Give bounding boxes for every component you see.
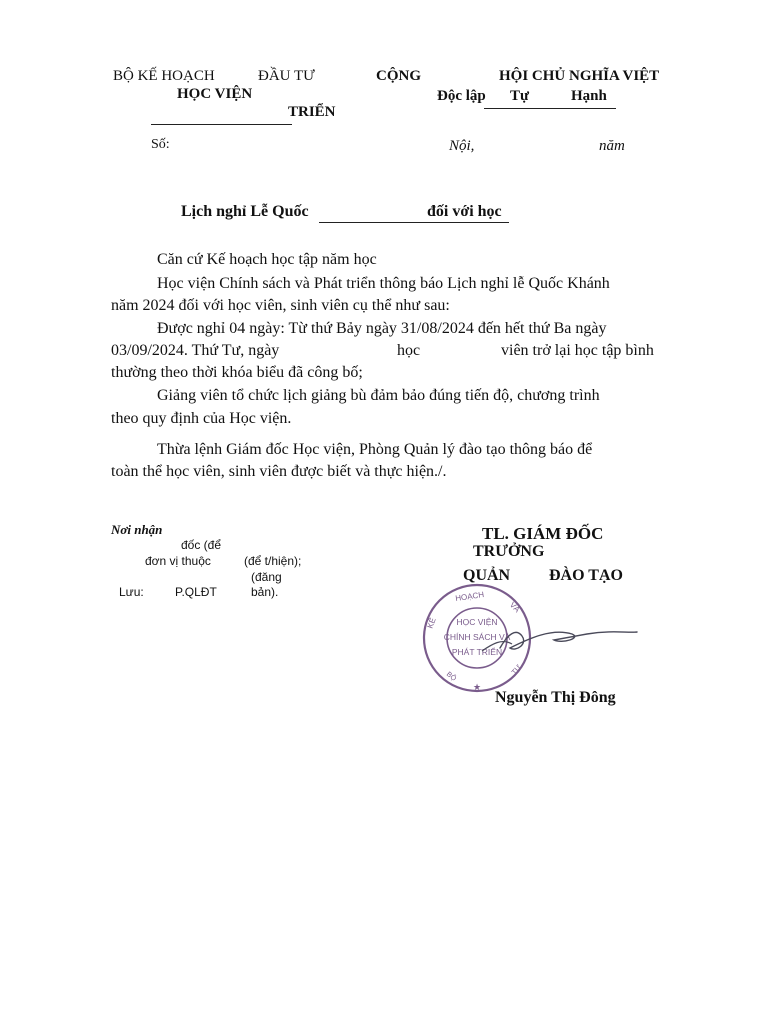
- ministry-name-part1: BỘ KẾ HOẠCH: [113, 68, 215, 84]
- motto-part2: Tự: [510, 88, 530, 104]
- signature-title-line-3a: QUẢN: [463, 567, 511, 584]
- official-seal: [412, 578, 662, 698]
- seal-center-line-3: PHÁT TRIỂN: [451, 647, 503, 657]
- motto-part3: Hạnh: [571, 88, 607, 104]
- body-paragraph-3-line-2c: viên trở lại học tập bình: [501, 342, 654, 359]
- handwritten-signature: [500, 632, 637, 649]
- recipient-3: (để t/hiện);: [244, 554, 302, 568]
- body-paragraph-5-line-1: Thừa lệnh Giám đốc Học viện, Phòng Quản lý đào tạo thông báo để: [157, 441, 593, 458]
- recipient-2: đơn vị thuộc: [145, 554, 211, 568]
- signature-title-line-3b: ĐÀO TẠO: [549, 567, 623, 584]
- seal-center-line-1: HỌC VIỆN: [456, 617, 498, 627]
- ministry-name-part2: ĐẦU TƯ: [258, 68, 315, 84]
- place-label: Nội,: [449, 138, 475, 154]
- signer-name: Nguyễn Thị Đông: [495, 689, 616, 706]
- signature-title-line-2: TRƯỞNG: [473, 543, 545, 560]
- recipients-heading: Nơi nhận: [111, 522, 163, 537]
- institute-name-cont: TRIỂN: [288, 104, 336, 120]
- seal-bottom-right-text: TƯ: [510, 663, 523, 677]
- recipient-archive-label: Lưu:: [119, 585, 144, 599]
- institute-name: HỌC VIỆN: [177, 86, 253, 102]
- recipient-4: (đăng: [251, 570, 282, 584]
- body-paragraph-3-line-1: Được nghỉ 04 ngày: Từ thứ Bảy ngày 31/08/2024 đến hết thứ Ba ngày: [157, 320, 607, 337]
- body-paragraph-2-line-2: năm 2024 đối với học viên, sinh viên cụ thể như sau:: [111, 297, 450, 314]
- title-underline: [319, 222, 509, 223]
- year-label: năm: [599, 138, 625, 154]
- body-paragraph-3-line-2a: 03/09/2024. Thứ Tư, ngày: [111, 342, 280, 359]
- seal-top-text: HOẠCH: [454, 590, 485, 603]
- republic-name-part2: HỘI CHỦ NGHĨA VIỆT: [499, 68, 660, 84]
- body-paragraph-2-line-1: Học viện Chính sách và Phát triển thông báo Lịch nghỉ lễ Quốc Khánh: [157, 275, 610, 292]
- seal-top-right-text: VÀ: [507, 600, 522, 615]
- seal-star-icon: ★: [472, 682, 482, 692]
- title-part2: đối với học: [427, 203, 502, 220]
- republic-name-part1: CỘNG: [376, 68, 421, 84]
- body-paragraph-4-line-1: Giảng viên tổ chức lịch giảng bù đảm bảo đúng tiến độ, chương trình: [157, 387, 600, 404]
- body-paragraph-1: Căn cứ Kế hoạch học tập năm học: [157, 251, 377, 268]
- body-paragraph-4-line-2: theo quy định của Học viện.: [111, 410, 292, 427]
- document-number-label: Số:: [151, 137, 170, 152]
- body-paragraph-3-line-2b: học: [397, 342, 421, 359]
- seal-stamp: [424, 585, 530, 692]
- signature-title-line-1: TL. GIÁM ĐỐC: [482, 524, 604, 543]
- body-paragraph-3-line-3: thường theo thời khóa biểu đã công bố;: [111, 364, 363, 381]
- seal-left-text: KẾ: [425, 616, 438, 630]
- body-paragraph-5-line-2: toàn thể học viên, sinh viên được biết và thực hiện./.: [111, 463, 447, 480]
- motto-part1: Độc lập: [437, 88, 486, 104]
- recipient-6: bản).: [251, 585, 279, 599]
- recipient-archive-value: P.QLĐT: [175, 585, 217, 599]
- title-part1: Lịch nghỉ Lễ Quốc: [181, 203, 309, 220]
- seal-center-line-2: CHÍNH SÁCH VÀ: [443, 632, 511, 642]
- header-right-underline: [484, 108, 616, 109]
- header-left-underline: [151, 124, 292, 125]
- recipient-1: đốc (để: [181, 538, 222, 552]
- seal-bottom-left-text: BỘ: [444, 670, 458, 683]
